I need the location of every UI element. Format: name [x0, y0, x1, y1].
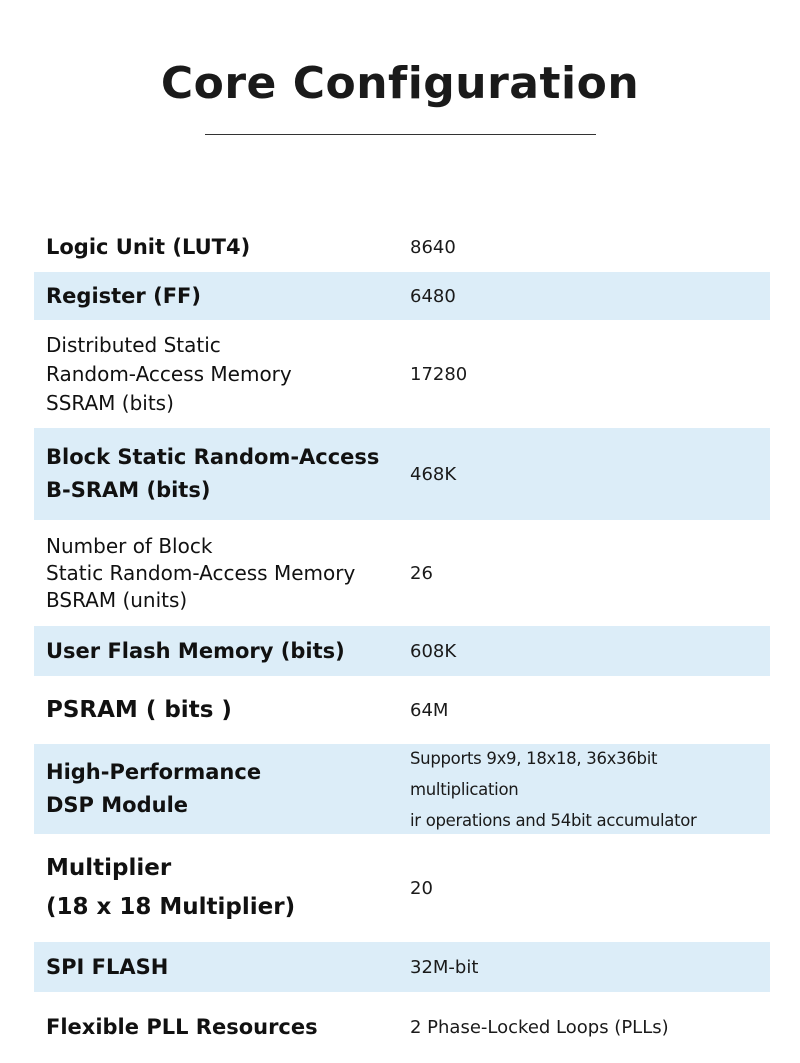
spec-value: 32M-bit	[410, 956, 479, 978]
title-divider	[205, 134, 596, 135]
spec-label: Register (FF)	[46, 283, 201, 308]
spec-row-dsp	[34, 744, 770, 834]
page-title: Core Configuration	[160, 58, 640, 109]
spec-row-ssram	[34, 320, 770, 428]
spec-label: Distributed Static Random-Access Memory SSRAM (bits)	[46, 332, 292, 415]
spec-row-user-flash	[34, 626, 770, 676]
spec-row-bsram-units	[34, 520, 770, 626]
spec-value: 20	[410, 877, 433, 899]
spec-label: Number of Block Static Random-Access Memory BSRAM (units)	[46, 533, 356, 612]
spec-row-pll	[34, 992, 770, 1062]
spec-value: 608K	[410, 640, 457, 662]
spec-value: 17280	[410, 363, 468, 385]
spec-value: Supports 9x9, 18x18, 36x36bit multiplication ir operations and 54bit accumulator	[410, 748, 697, 830]
spec-value: 6480	[410, 285, 456, 307]
spec-row-multiplier	[34, 834, 770, 942]
spec-value: 26	[410, 562, 433, 584]
spec-label: Multiplier (18 x 18 Multiplier)	[46, 855, 296, 920]
spec-value: 2 Phase-Locked Loops (PLLs)	[410, 1016, 669, 1038]
spec-row-logic-unit	[34, 222, 770, 272]
spec-value: 64M	[410, 699, 449, 721]
spec-label: Flexible PLL Resources	[46, 1014, 318, 1039]
spec-label: High-Performance DSP Module	[46, 760, 262, 817]
spec-row-psram	[34, 676, 770, 744]
spec-row-register	[34, 272, 770, 320]
spec-value: 468K	[410, 463, 457, 485]
spec-row-bsram-bits	[34, 428, 770, 520]
spec-label: Logic Unit (LUT4)	[46, 234, 251, 259]
spec-label: SPI FLASH	[46, 954, 169, 979]
spec-label: User Flash Memory (bits)	[46, 638, 345, 663]
spec-label: PSRAM ( bits )	[46, 696, 232, 723]
spec-value: 8640	[410, 236, 456, 258]
spec-row-spi-flash	[34, 942, 770, 992]
spec-label: Block Static Random-Access B-SRAM (bits)	[46, 445, 380, 502]
